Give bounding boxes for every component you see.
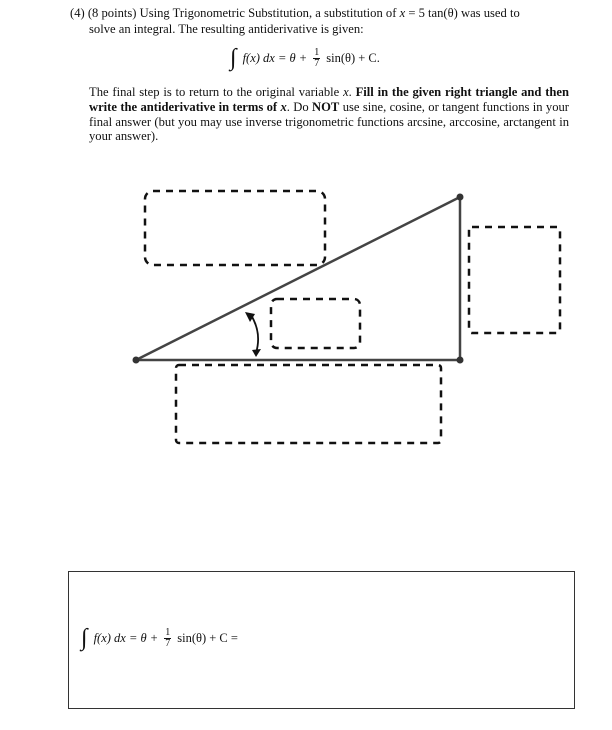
instr-not: NOT — [312, 99, 340, 114]
answer-integral-sign: ∫ — [81, 625, 88, 651]
given-tail: sin(θ) + C. — [326, 50, 380, 65]
opposite-answer-box[interactable] — [469, 227, 560, 333]
answer-expression — [81, 626, 238, 650]
answer-fraction — [164, 628, 171, 649]
angle-answer-box[interactable] — [271, 299, 360, 348]
integral-sign: ∫ — [230, 45, 237, 71]
answer-frac-num: 1 — [165, 626, 171, 638]
instr-part3: . Do — [286, 99, 309, 114]
angle-arc — [251, 315, 258, 353]
answer-frac-den: 7 — [165, 637, 171, 649]
given-integrand: f(x) dx = θ + — [242, 50, 308, 65]
instr-var2: x — [280, 99, 287, 114]
vertex-right — [457, 357, 464, 364]
instr-part4: use sine, cosine, or tangent functions in your final answer (but you may use inverse trigonometric functions arcsine, arccosine, arctangent in your answer). — [89, 99, 569, 144]
vertex-angle — [133, 357, 140, 364]
final-answer-box[interactable] — [68, 571, 575, 709]
given-frac-num: 1 — [314, 46, 320, 58]
vertex-top — [457, 194, 464, 201]
question-points: (8 points) — [87, 6, 137, 20]
answer-tail: sin(θ) + C = — [177, 630, 238, 645]
instr-part1: The final step is to return to the original variable — [89, 85, 340, 99]
adjacent-answer-box[interactable] — [176, 365, 441, 443]
question-number: (4) — [70, 6, 85, 20]
substitution-rhs: = 5 tan(θ) — [408, 6, 458, 20]
hypotenuse-answer-box[interactable] — [145, 191, 325, 265]
instr-var: x — [343, 85, 349, 99]
question-intro-end: was used to — [461, 6, 520, 20]
question-line2: solve an integral. The resulting antiderivative is given: — [89, 21, 364, 36]
answer-integrand: f(x) dx = θ + — [93, 630, 159, 645]
substitution-lhs: x — [399, 6, 406, 20]
instr-part2: . — [348, 85, 352, 99]
instr-bold1: Fill in the given right triangle and then — [355, 85, 569, 99]
angle-arrowhead-bottom — [252, 349, 261, 357]
given-frac-den: 7 — [314, 57, 320, 69]
instr-bold2: write the antiderivative in terms of — [89, 99, 278, 114]
question-intro: Using Trigonometric Substitution, a substitution of — [139, 6, 397, 20]
